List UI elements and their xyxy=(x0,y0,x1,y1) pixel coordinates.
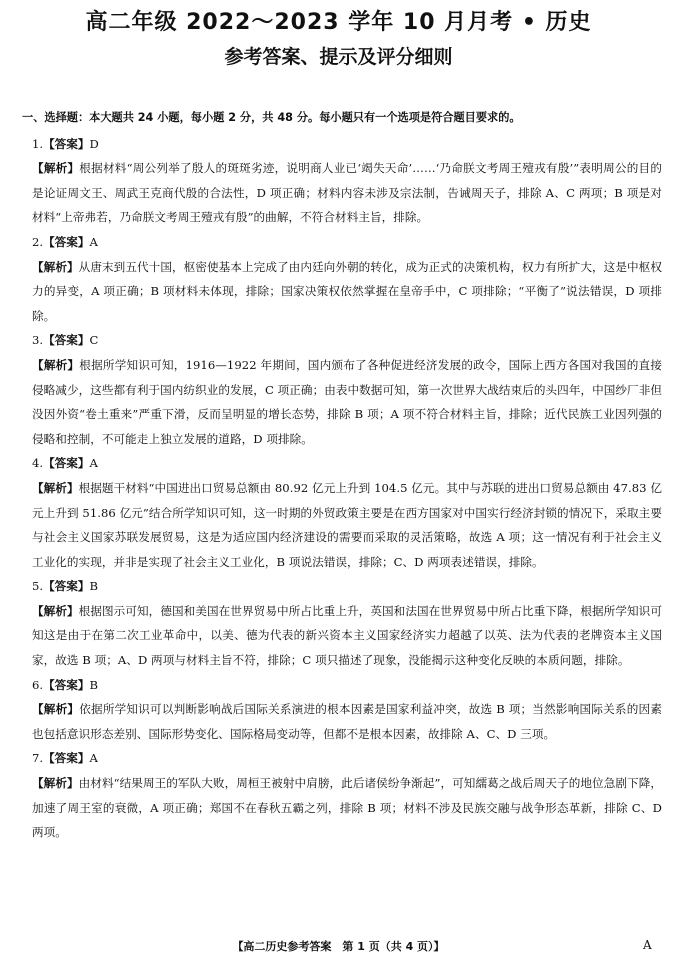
answer-value: C xyxy=(89,333,99,348)
analysis-tag: 【解析】 xyxy=(32,259,79,274)
page-subtitle: 参考答案、提示及评分细则 xyxy=(224,46,453,68)
question-number: 3. xyxy=(32,333,44,348)
answer-value: A xyxy=(89,456,98,471)
analysis-paragraph xyxy=(32,697,662,746)
question-item xyxy=(22,230,662,328)
analysis-tag: 【解析】 xyxy=(32,776,79,791)
page-title: 高二年级 2022～2023 学年 10 月月考 • 历史 xyxy=(85,10,592,35)
question-number: 7. xyxy=(32,751,44,766)
question-item xyxy=(22,132,662,230)
analysis-paragraph xyxy=(32,353,662,451)
question-number: 4. xyxy=(32,456,44,471)
answer-line xyxy=(32,574,662,599)
question-item xyxy=(22,746,662,844)
answer-line xyxy=(32,328,662,353)
question-number: 2. xyxy=(32,234,44,249)
question-item xyxy=(22,328,662,451)
analysis-tag: 【解析】 xyxy=(32,161,80,176)
analysis-paragraph xyxy=(32,476,662,574)
answer-line xyxy=(32,746,662,771)
answer-value: A xyxy=(89,751,98,766)
answer-tag: 【答案】 xyxy=(43,456,90,471)
answer-line xyxy=(32,132,662,157)
answer-tag: 【答案】 xyxy=(43,579,90,594)
answer-value: A xyxy=(89,234,98,249)
analysis-text: 根据题干材料“中国进出口贸易总额由 80.92 亿元上升到 104.5 亿元。其中与苏联的进出口贸易总额由 47.83 亿元上升到 51.86 亿元”结合所学知识可知，这一时期的外贸政策主要是在西方国家对中国实行经济封锁的情况下，采取主要与社会主义国家苏联发展贸易，这是为适应国内经济建设的需要而采取的灵活策略，故选 A 项；这一情况有利于社会主义工业化的实现，并非是实现了社会主义工业化，B 项说法错误，排除；C、D 两项表述错误，排除。 xyxy=(32,480,662,569)
answer-tag: 【答案】 xyxy=(43,136,90,151)
answer-line xyxy=(32,451,662,476)
paper-version-code: A xyxy=(643,938,652,952)
answer-tag: 【答案】 xyxy=(43,333,90,348)
analysis-paragraph xyxy=(32,771,662,845)
question-number: 1. xyxy=(32,136,44,151)
analysis-tag: 【解析】 xyxy=(32,702,80,717)
answer-value: B xyxy=(89,677,98,692)
question-number: 5. xyxy=(32,579,44,594)
answer-tag: 【答案】 xyxy=(43,751,90,766)
analysis-text: 根据材料“周公列举了殷人的斑斑劣迹，说明商人业已‘竭失天命’……‘乃命朕文考周王殪戎有殷’”表明周公的目的是论证周文王、周武王克商代殷的合法性，D 项正确；材料内容未涉及宗法制，告诫周天子，排除 A、C 两项；B 项是对材料“上帝弗若，乃命朕文考周王殪戎有殷”的曲解，不符合材料主旨，排除。 xyxy=(32,161,663,225)
analysis-paragraph xyxy=(32,599,662,673)
answer-tag: 【答案】 xyxy=(43,677,90,692)
analysis-text: 依据所学知识可以判断影响战后国际关系演进的根本因素是国家利益冲突，故选 B 项；当然影响国际关系的因素也包括意识形态差别、国际形势变化、国际格局变动等，但都不是根本因素，故排除 A、C、D 三项。 xyxy=(32,702,662,741)
question-item xyxy=(22,574,662,672)
question-list xyxy=(22,132,662,845)
answer-tag: 【答案】 xyxy=(43,234,90,249)
analysis-tag: 【解析】 xyxy=(32,603,79,618)
analysis-text: 由材料“结果周王的军队大败，周桓王被射中肩膀，此后诸侯纷争渐起”，可知繻葛之战后周天子的地位急剧下降，加速了周王室的衰微，A 项正确；郑国不在春秋五霸之列，排除 B 项；材料不涉及民族交融与战争形态革新，排除 C、D 两项。 xyxy=(32,776,662,840)
answer-content xyxy=(22,106,662,845)
analysis-paragraph xyxy=(32,156,662,230)
analysis-text: 从唐末到五代十国，枢密使基本上完成了由内廷向外朝的转化，成为正式的决策机构，权力有所扩大，这是中枢权力的异变，A 项正确；B 项材料未体现，排除；国家决策权依然掌握在皇帝手中，C 项排除；“平衡了”说法错误，D 项排除。 xyxy=(32,259,662,323)
analysis-text: 根据所学知识可知，1916—1922 年期间，国内颁布了各种促进经济发展的政令，国际上西方各国对我国的直接侵略减少，这些都有利于国内纺织业的发展，C 项正确；由表中数据可知，第一次世界大战结束后的头四年，中国纱厂非但没因外资“卷土重来”严重下滑，反而呈明显的增长态势，排除 B 项；A 项不符合材料主旨，排除；近代民族工业因列强的侵略和控制，不可能走上独立发展的道路，D 项排除。 xyxy=(32,357,663,446)
question-item xyxy=(22,451,662,574)
answer-line xyxy=(32,673,662,698)
answer-line xyxy=(32,230,662,255)
analysis-tag: 【解析】 xyxy=(32,480,79,495)
question-item xyxy=(22,673,662,747)
section-heading: 一、选择题：本大题共 24 小题，每小题 2 分，共 48 分。每小题只有一个选项是符合题目要求的。 xyxy=(22,111,521,124)
analysis-text: 根据图示可知，德国和美国在世界贸易中所占比重上升，英国和法国在世界贸易中所占比重下降，根据所学知识可知这是由于在第二次工业革命中，以美、德为代表的新兴资本主义国家经济实力超越了以英、法为代表的老牌资本主义国家，故选 B 项；A、D 两项与材料主旨不符，排除；C 项只描述了现象，没能揭示这种变化反映的本质问题，排除。 xyxy=(32,603,662,668)
question-number: 6. xyxy=(32,677,44,692)
answer-value: D xyxy=(89,136,99,151)
analysis-paragraph xyxy=(32,255,662,329)
page-footer: 【高二历史参考答案 第 1 页（共 4 页）】 xyxy=(232,940,445,953)
analysis-tag: 【解析】 xyxy=(32,357,80,372)
answer-value: B xyxy=(89,579,98,594)
